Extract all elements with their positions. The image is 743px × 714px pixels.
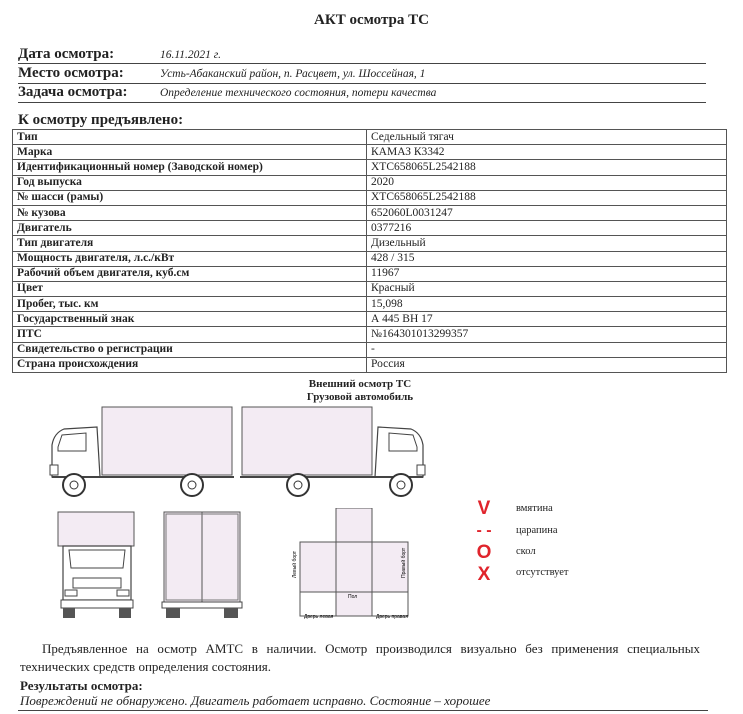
chip-mark-icon: O bbox=[476, 542, 492, 563]
spec-value: - bbox=[367, 342, 727, 357]
diagram-caption-line2: Грузовой автомобиль bbox=[306, 391, 414, 403]
unfold-label-rear-left: Дверь левая bbox=[304, 614, 334, 620]
spec-value: 11967 bbox=[367, 266, 727, 281]
truck-front-view-icon bbox=[55, 510, 140, 620]
divider bbox=[18, 710, 708, 711]
spec-key: Мощность двигателя, л.с./кВт bbox=[13, 251, 367, 266]
spec-key: Тип двигателя bbox=[13, 236, 367, 251]
spec-row bbox=[13, 342, 727, 357]
cargo-box-unfold-diagram bbox=[290, 508, 410, 620]
divider bbox=[18, 63, 706, 64]
spec-value: №164301013299357 bbox=[367, 327, 727, 342]
results-title: Результаты осмотра: bbox=[20, 678, 143, 693]
spec-value: 428 / 315 bbox=[367, 251, 727, 266]
results-text: Повреждений не обнаружено. Двигатель работает исправно. Состояние – хорошее bbox=[20, 693, 491, 708]
divider bbox=[18, 102, 706, 103]
inspection-date-label: Дата осмотра: bbox=[18, 46, 115, 62]
missing-mark-icon: X bbox=[477, 564, 491, 585]
spec-key: ПТС bbox=[13, 327, 367, 342]
spec-key: Государственный знак bbox=[13, 312, 367, 327]
unfold-label-rear-right: Дверь правая bbox=[376, 614, 408, 620]
spec-key: Марка bbox=[13, 145, 367, 160]
spec-row bbox=[13, 251, 727, 266]
spec-key: Год выпуска bbox=[13, 175, 367, 190]
spec-value: XTC658065L2542188 bbox=[367, 160, 727, 175]
legend-label-chip: скол bbox=[516, 546, 536, 557]
legend-label-missing: отсутствует bbox=[516, 567, 569, 578]
spec-value: 2020 bbox=[367, 175, 727, 190]
legend-label-scratch: царапина bbox=[516, 525, 558, 536]
legend-label-dent: вмятина bbox=[516, 503, 553, 514]
scratch-mark-icon: - - bbox=[476, 522, 492, 539]
unfold-label-floor: Пол bbox=[348, 594, 358, 600]
section-title: К осмотру предъявлено: bbox=[18, 112, 184, 128]
spec-key: Тип bbox=[13, 130, 367, 145]
spec-value: КАМАЗ К3342 bbox=[367, 145, 727, 160]
inspection-place-label: Место осмотра: bbox=[18, 65, 124, 81]
unfold-label-left: Левый борт bbox=[292, 550, 298, 578]
spec-row bbox=[13, 266, 727, 281]
spec-value: Россия bbox=[367, 357, 727, 372]
spec-row bbox=[13, 130, 727, 145]
spec-row bbox=[13, 160, 727, 175]
inspection-task-value: Определение технического состояния, потери качества bbox=[160, 87, 437, 99]
spec-key: Двигатель bbox=[13, 221, 367, 236]
inspection-task-label: Задача осмотра: bbox=[18, 84, 128, 100]
spec-row bbox=[13, 221, 727, 236]
spec-row bbox=[13, 312, 727, 327]
truck-right-side-icon bbox=[238, 405, 433, 505]
diagram-caption bbox=[250, 378, 470, 404]
spec-key: № кузова bbox=[13, 205, 367, 220]
spec-value: Красный bbox=[367, 281, 727, 296]
spec-row bbox=[13, 357, 727, 372]
spec-row bbox=[13, 145, 727, 160]
spec-row bbox=[13, 175, 727, 190]
spec-key: Свидетельство о регистрации bbox=[13, 342, 367, 357]
spec-row bbox=[13, 297, 727, 312]
spec-key: Идентификационный номер (Заводской номер) bbox=[13, 160, 367, 175]
spec-key: Пробег, тыс. км bbox=[13, 297, 367, 312]
spec-row bbox=[13, 205, 727, 220]
spec-key: № шасси (рамы) bbox=[13, 190, 367, 205]
spec-key: Страна происхождения bbox=[13, 357, 367, 372]
spec-key: Цвет bbox=[13, 281, 367, 296]
spec-value: Седельный тягач bbox=[367, 130, 727, 145]
document-title: АКТ осмотра ТС bbox=[314, 12, 429, 28]
spec-value: 15,098 bbox=[367, 297, 727, 312]
spec-value: XTC658065L2542188 bbox=[367, 190, 727, 205]
inspection-note: Предъявленное на осмотр АМТС в наличии. Осмотр производился визуально без применения специальных технических средств определения состояния. bbox=[20, 641, 700, 674]
inspection-date-value: 16.11.2021 г. bbox=[160, 49, 221, 61]
spec-key: Рабочий объем двигателя, куб.см bbox=[13, 266, 367, 281]
spec-row bbox=[13, 236, 727, 251]
truck-rear-view-icon bbox=[160, 510, 245, 620]
dent-mark-icon: V bbox=[477, 498, 491, 519]
spec-row bbox=[13, 281, 727, 296]
spec-row bbox=[13, 190, 727, 205]
vehicle-spec-table bbox=[12, 129, 727, 373]
unfold-label-right: Правый борт bbox=[401, 547, 407, 578]
diagram-caption-line1: Внешний осмотр ТС bbox=[308, 378, 412, 390]
spec-value: 0377216 bbox=[367, 221, 727, 236]
inspection-place-value: Усть-Абаканский район, п. Расцвет, ул. Шоссейная, 1 bbox=[160, 68, 426, 80]
spec-value: А 445 ВН 17 bbox=[367, 312, 727, 327]
spec-value: Дизельный bbox=[367, 236, 727, 251]
truck-left-side-icon bbox=[42, 405, 237, 505]
spec-row bbox=[13, 327, 727, 342]
spec-value: 652060L0031247 bbox=[367, 205, 727, 220]
